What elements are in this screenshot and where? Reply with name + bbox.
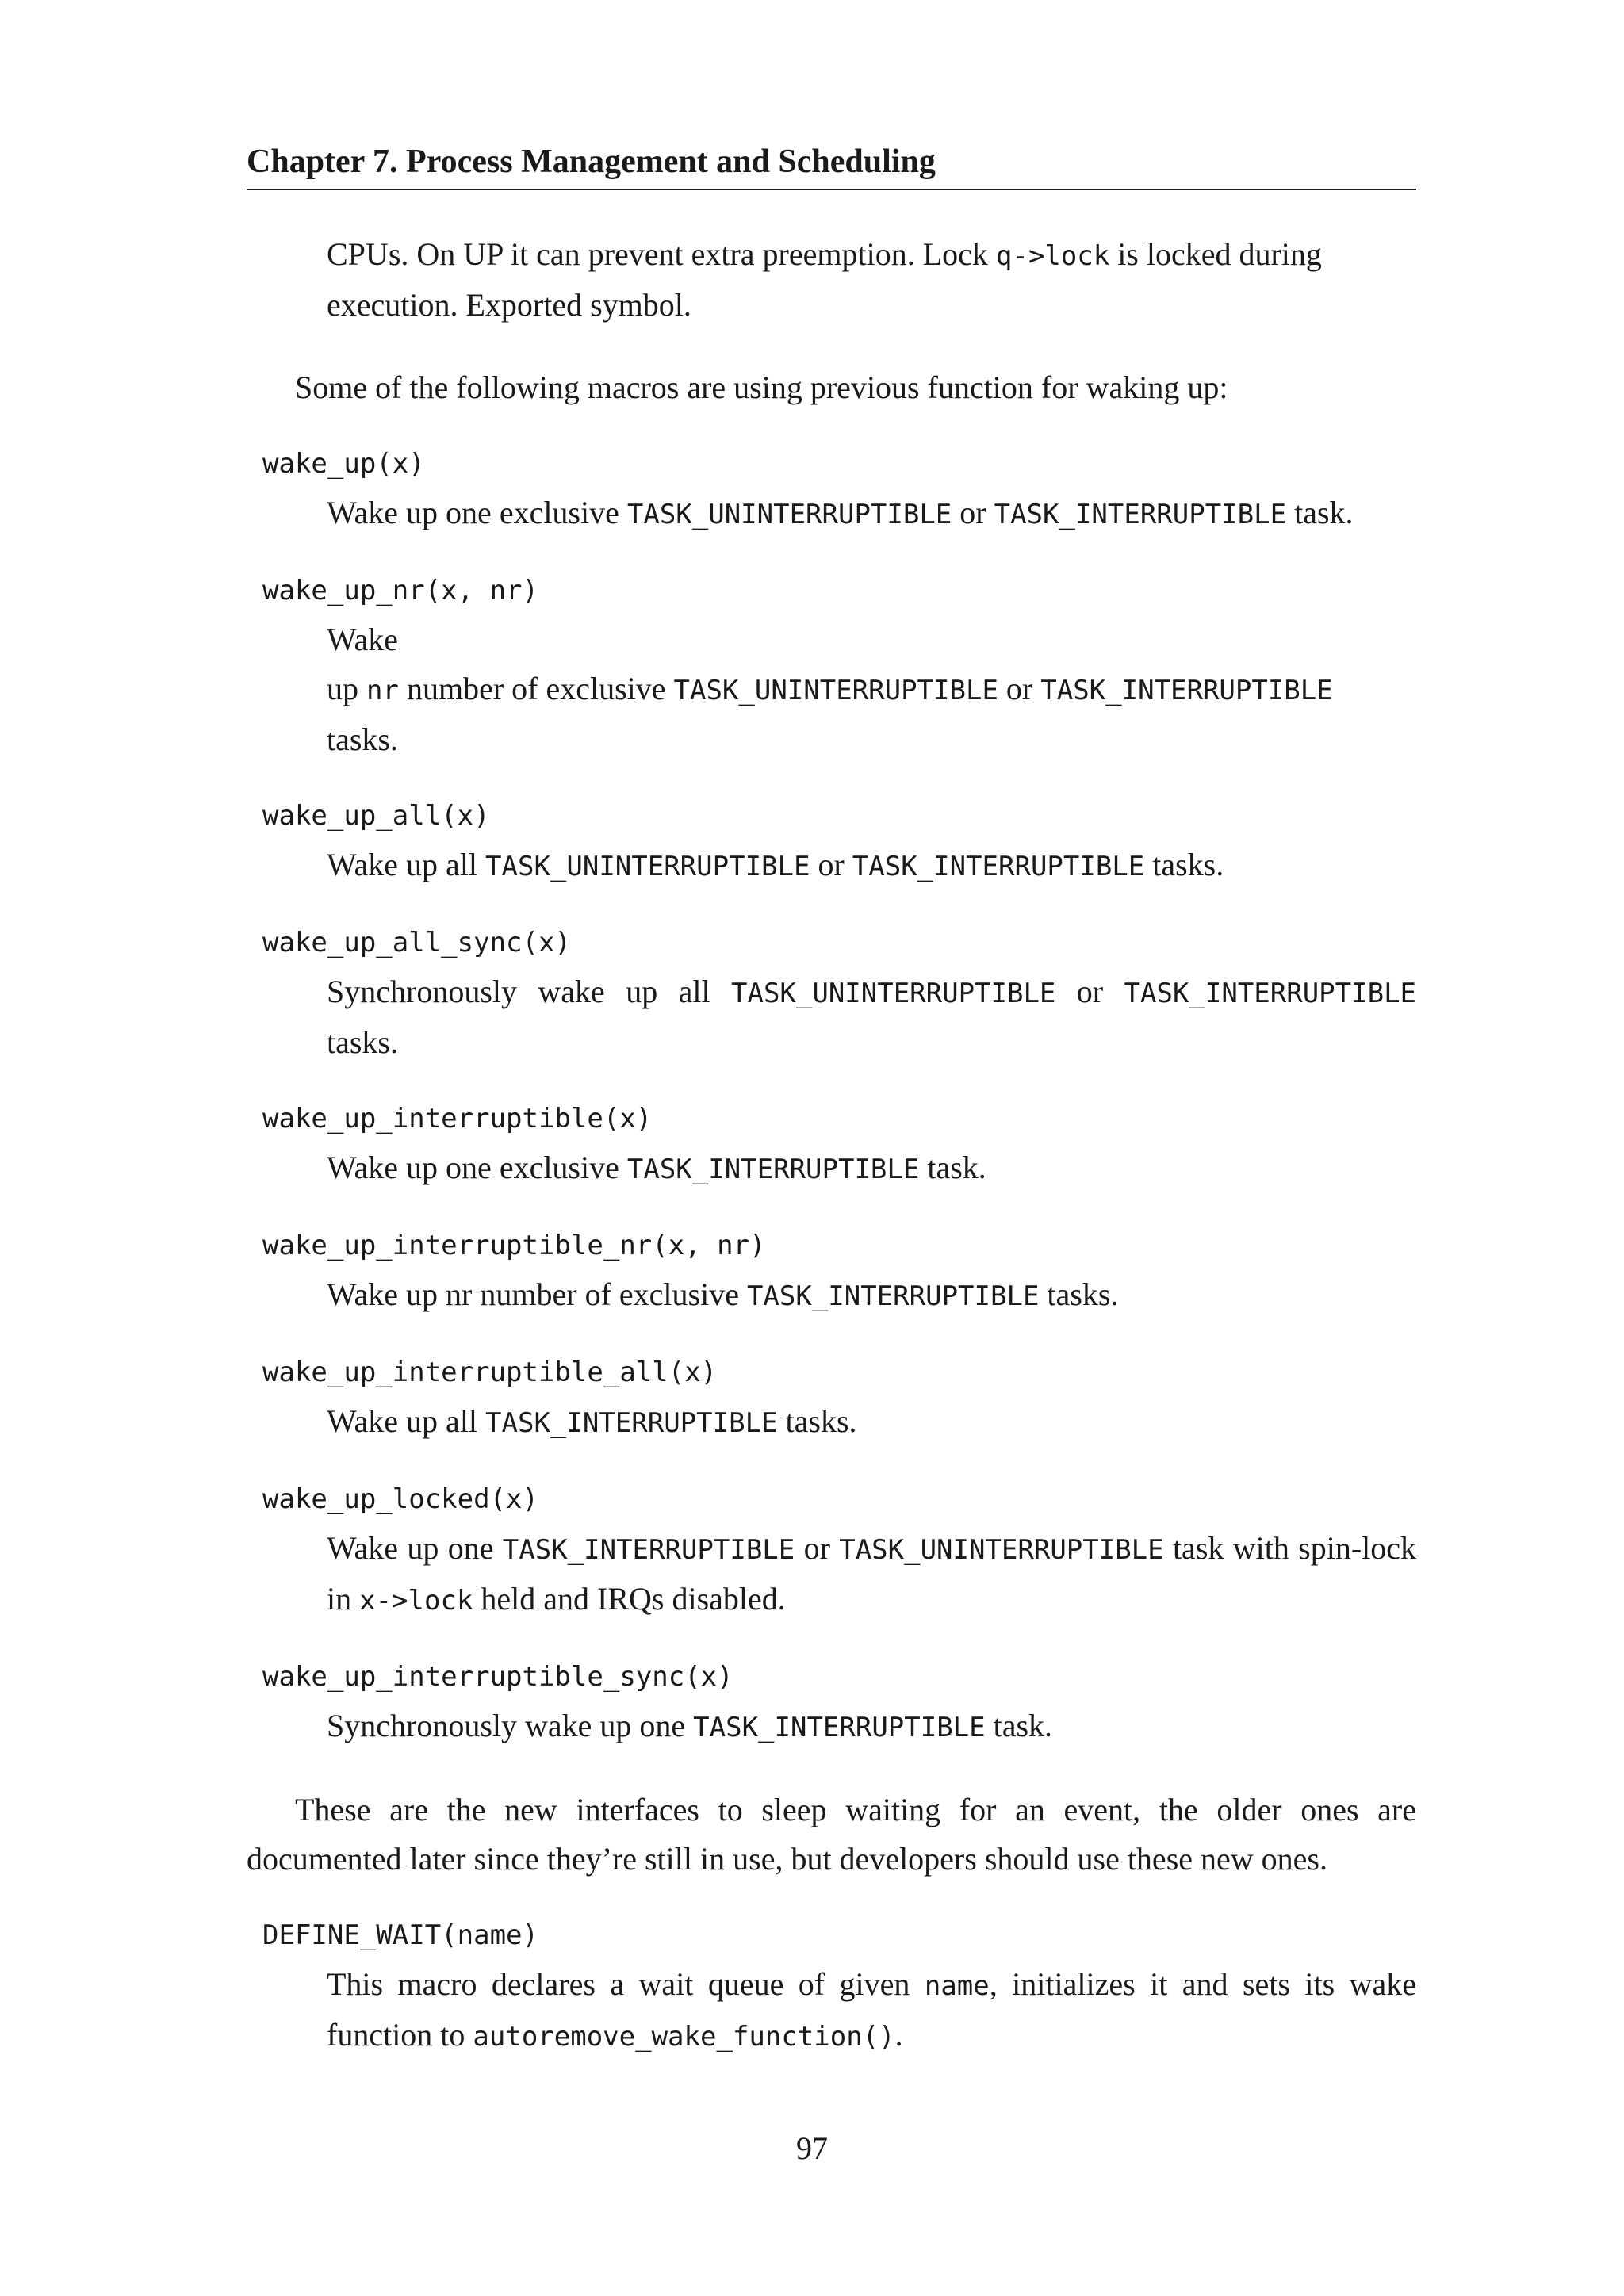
code-run: TASK_UNINTERRUPTIBLE [485, 851, 810, 882]
macro-entry [247, 566, 1416, 764]
text-run: Synchronously wake up one [327, 1708, 694, 1743]
macro-term: wake_up_nr(x, nr) [262, 575, 538, 607]
continuation-line-1 [327, 230, 1416, 281]
macro-description [247, 840, 1416, 891]
macro-entry [247, 439, 1416, 539]
code-run: TASK_INTERRUPTIBLE [626, 1154, 920, 1185]
macro-description [247, 615, 1416, 764]
text-run: tasks. [777, 1403, 857, 1439]
text-run: Wake up nr number of exclusive [327, 1276, 747, 1312]
macro-entry [247, 1652, 1416, 1752]
macro-term: wake_up_interruptible_sync(x) [262, 1661, 733, 1693]
define-wait-entry [247, 1911, 1416, 2061]
macro-term: wake_up_interruptible_nr(x, nr) [262, 1230, 766, 1261]
code-run: TASK_INTERRUPTIBLE [1124, 978, 1417, 1009]
page-body [247, 230, 1416, 2061]
macro-term: wake_up_interruptible(x) [262, 1103, 653, 1135]
text-run: CPUs. On UP it can prevent extra preemption. Lock [327, 236, 996, 272]
macro-description [247, 1701, 1416, 1752]
continuation-line-2: execution. Exported symbol. [327, 287, 691, 323]
macro-entry [247, 1094, 1416, 1194]
macro-term: wake_up_all(x) [262, 800, 490, 832]
code-run: TASK_INTERRUPTIBLE [746, 1280, 1040, 1312]
macro-description [247, 1524, 1416, 1625]
code-run: TASK_UNINTERRUPTIBLE [626, 499, 952, 530]
macro-description [247, 967, 1416, 1067]
code-run: TASK_INTERRUPTIBLE [485, 1407, 778, 1439]
text-run: Wake [327, 622, 399, 657]
running-header [247, 141, 1416, 190]
text-run: task. [985, 1708, 1053, 1743]
intro-paragraph: Some of the following macros are using previous function for waking up: [295, 369, 1228, 405]
text-run: or [998, 671, 1041, 706]
macro-description [247, 1397, 1416, 1448]
text-run: Wake up one exclusive [327, 1150, 627, 1185]
text-run: . [894, 2017, 903, 2053]
macro-entry [247, 1475, 1416, 1625]
text-run: task with spin-lock in [327, 1530, 1416, 1617]
code-run: name [924, 1970, 990, 2002]
text-run: tasks. [327, 1024, 398, 1060]
text-run: or [1055, 974, 1124, 1009]
text-run: or [795, 1530, 840, 1566]
text-run: tasks. [327, 721, 398, 757]
macro-term: wake_up_all_sync(x) [262, 927, 571, 959]
code-run: TASK_INTERRUPTIBLE [693, 1712, 986, 1743]
code-run: x->lock [359, 1585, 473, 1617]
text-run: Wake up one exclusive [327, 495, 627, 530]
macro-entry [247, 1348, 1416, 1448]
text-run: This macro declares a wait queue of given [327, 1966, 925, 2002]
macro-term: wake_up(x) [262, 448, 425, 480]
macro-list [247, 439, 1416, 1752]
code-run: autoremove_wake_function() [473, 2021, 895, 2053]
macro-term: wake_up_interruptible_all(x) [262, 1357, 718, 1388]
text-run: task. [1286, 495, 1354, 530]
code-run: TASK_INTERRUPTIBLE [502, 1534, 795, 1566]
text-run: or [810, 847, 852, 882]
code-run: TASK_INTERRUPTIBLE [1040, 675, 1333, 706]
chapter-title: Chapter 7. Process Management and Scheduling [247, 144, 936, 180]
text-run: task. [919, 1150, 986, 1185]
text-run: tasks. [1144, 847, 1224, 882]
macro-description [247, 488, 1416, 539]
code-run: TASK_UNINTERRUPTIBLE [673, 675, 998, 706]
continuation-paragraph [247, 230, 1416, 330]
code-run: nr [366, 675, 399, 706]
new-interfaces-paragraph: These are the new interfaces to sleep waiting for an event, the older ones are documented later since they’re still in use, but developers should use these new ones. [247, 1792, 1416, 1877]
text-run: Wake up all [327, 1403, 486, 1439]
code-run: TASK_INTERRUPTIBLE [994, 499, 1287, 530]
text-run: Synchronously wake up all [327, 974, 731, 1009]
macro-description [247, 1960, 1416, 2061]
code-run: TASK_UNINTERRUPTIBLE [731, 978, 1056, 1009]
macro-entry [247, 918, 1416, 1067]
macro-description [247, 1143, 1416, 1194]
text-run: is locked during [1109, 236, 1322, 272]
macro-term: wake_up_locked(x) [262, 1483, 538, 1515]
description-line [327, 615, 1416, 664]
macro-entry [247, 1221, 1416, 1321]
code-run: q->lock [995, 240, 1110, 272]
description-line [327, 715, 1416, 764]
text-run: Wake up one [327, 1530, 503, 1566]
text-run: up [327, 671, 366, 706]
code-run: TASK_UNINTERRUPTIBLE [839, 1534, 1164, 1566]
page-number: 97 [796, 2130, 828, 2166]
macro-term: DEFINE_WAIT(name) [262, 1919, 538, 1951]
text-run: , initializes it and sets its wake function to [327, 1966, 1416, 2053]
text-run: or [952, 495, 994, 530]
text-run: number of exclusive [398, 671, 674, 706]
text-run: tasks. [1039, 1276, 1119, 1312]
macro-entry [247, 791, 1416, 891]
code-run: TASK_INTERRUPTIBLE [852, 851, 1145, 882]
macro-description [247, 1270, 1416, 1321]
description-line [327, 664, 1416, 715]
text-run: Wake up all [327, 847, 486, 882]
text-run: held and IRQs disabled. [473, 1581, 786, 1617]
